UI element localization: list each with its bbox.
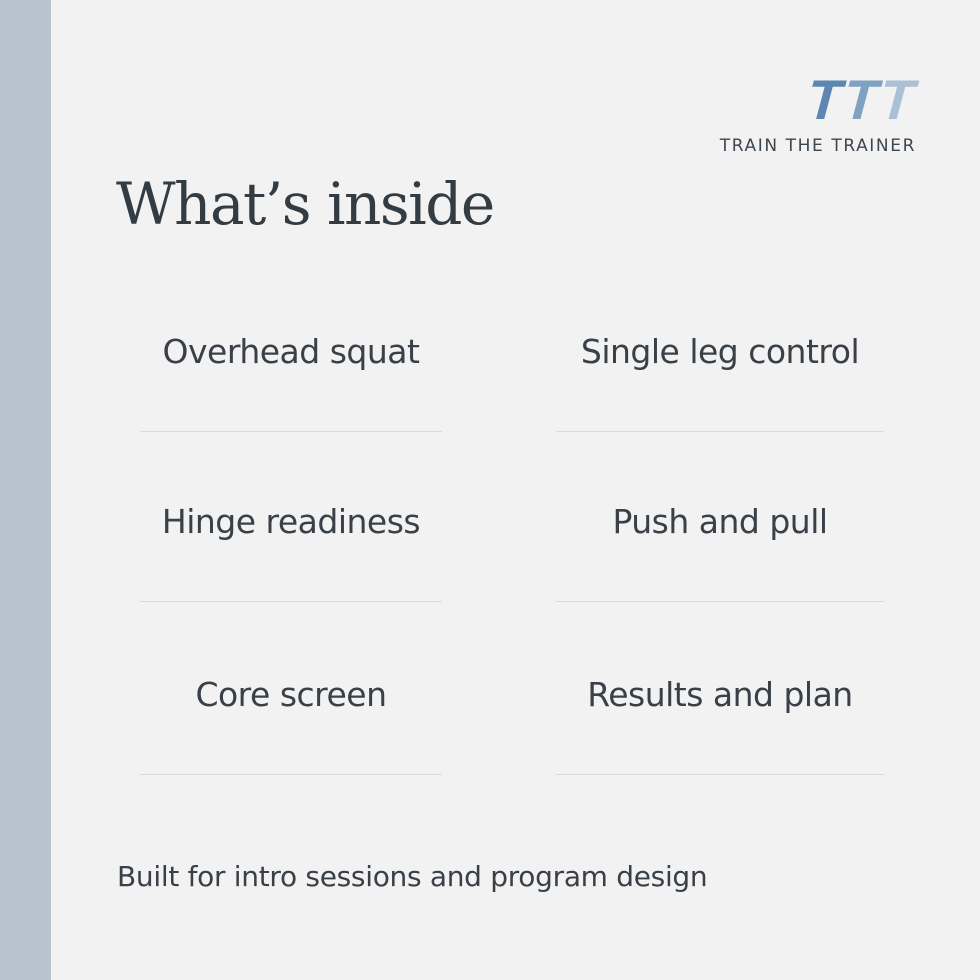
page-title: What’s inside — [116, 170, 494, 238]
list-item — [556, 442, 884, 602]
item-label: Overhead squat — [162, 332, 420, 371]
list-item — [556, 615, 884, 775]
footer-note: Built for intro sessions and program design — [117, 860, 708, 893]
logo-mark-letter-1: T — [805, 68, 846, 131]
item-label: Results and plan — [587, 675, 853, 714]
contents-grid — [140, 272, 884, 776]
logo — [676, 68, 919, 156]
item-label: Single leg control — [580, 332, 860, 371]
list-item — [140, 615, 442, 775]
logo-mark — [674, 68, 919, 131]
list-item — [140, 272, 442, 432]
item-label: Hinge readiness — [161, 502, 421, 541]
list-item — [140, 442, 442, 602]
logo-text: TRAIN THE TRAINER — [719, 136, 916, 156]
item-label: Push and pull — [612, 502, 828, 541]
side-accent-bar — [0, 0, 51, 980]
logo-mark-letter-2: T — [841, 68, 883, 131]
logo-mark-letter-3: T — [877, 68, 919, 131]
list-item — [556, 272, 884, 432]
item-label: Core screen — [195, 675, 387, 714]
